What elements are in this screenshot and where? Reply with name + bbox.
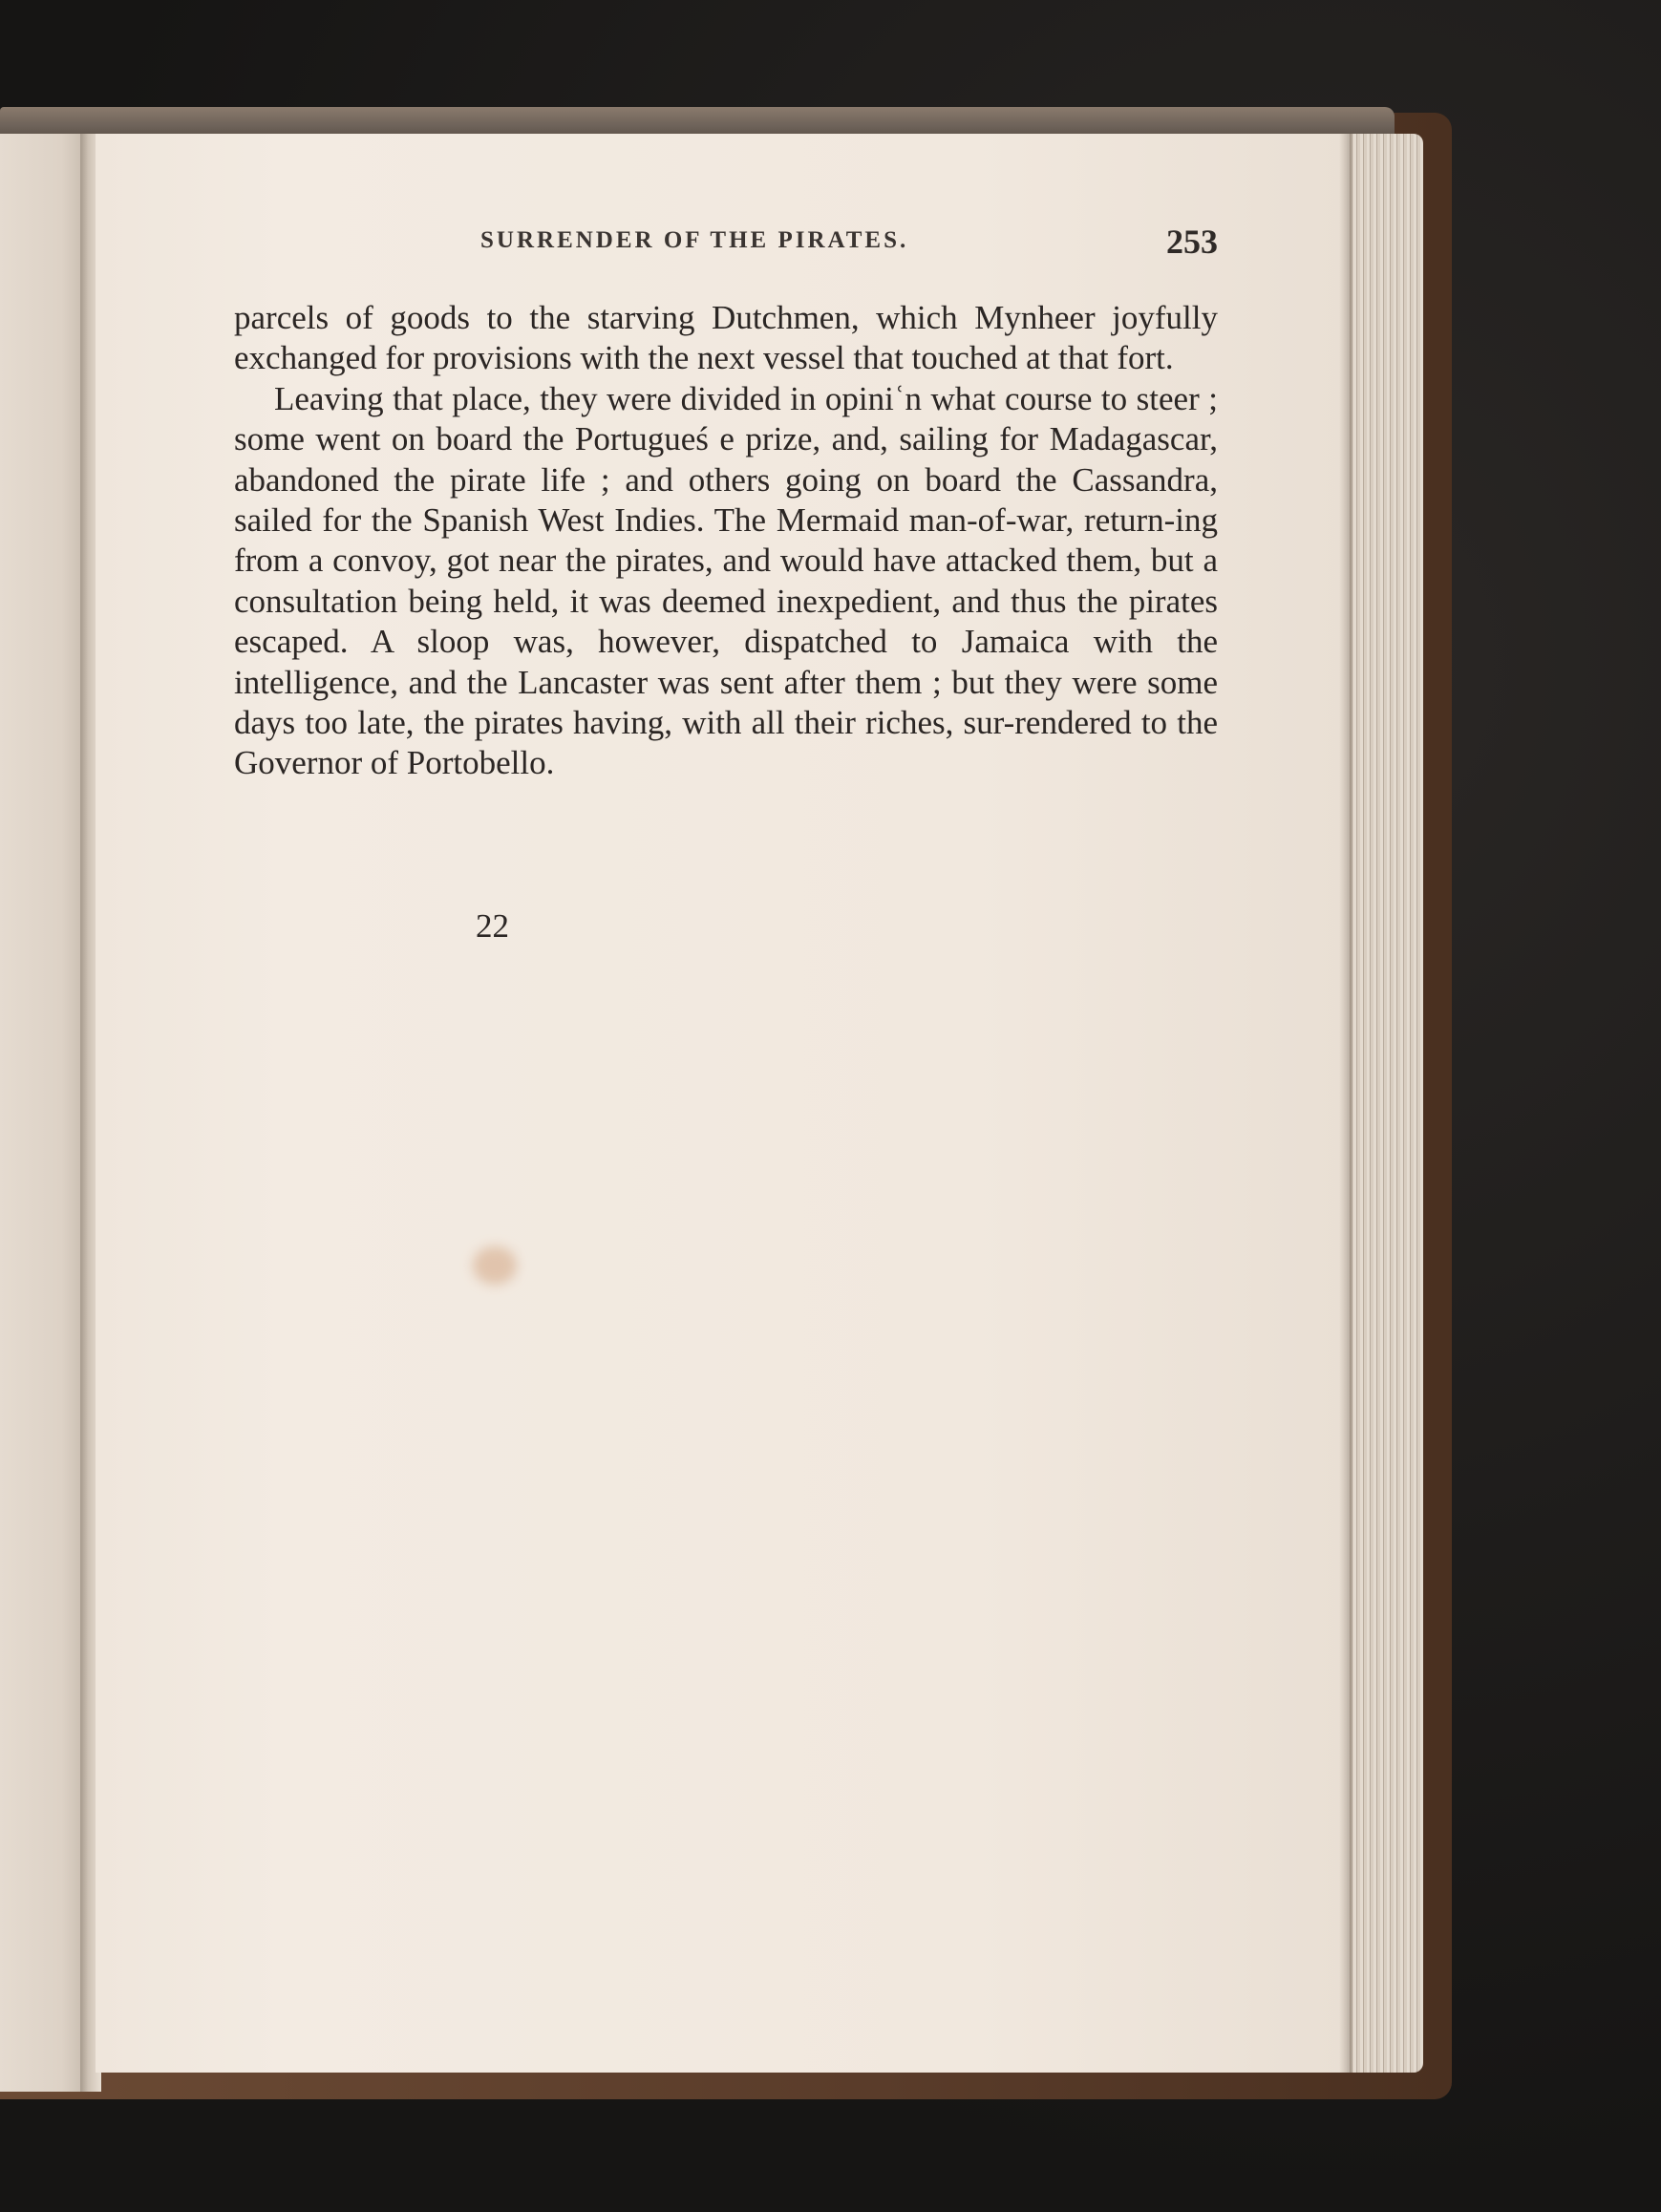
running-head: SURRENDER OF THE PIRATES.	[480, 227, 909, 253]
body-text	[234, 298, 1218, 784]
paragraph: Leaving that place, they were divided in opiniʿn what course to steer ; some went on board the Portugueś e prize, and, sailing for Madagascar, abandoned the pirate life ; and others going on board the Cassandra, sailed for the Spanish West Indies. The Mermaid man-of-war, return-ing from a convoy, got near the pirates, and would have attacked them, but a consultation being held, it was deemed inexpedient, and thus the pirates escaped. A sloop was, however, dispatched to Jamaica with the intelligence, and the Lancaster was sent after them ; but they were some days too late, the pirates having, with all their riches, sur-rendered to the Governor of Portobello.	[234, 379, 1218, 782]
left-page	[0, 134, 88, 2092]
page-number: 253	[1166, 223, 1218, 261]
page-block-edges	[1347, 134, 1423, 2073]
page-edge-shadow	[1339, 134, 1352, 2073]
paragraph: parcels of goods to the starving Dutchmen, which Mynheer joyfully exchanged for provisions with the next vessel that touched at that fort.	[234, 299, 1218, 377]
foxing-stain	[473, 1246, 517, 1285]
signature-mark: 22	[476, 907, 509, 945]
page-header	[234, 222, 1218, 269]
